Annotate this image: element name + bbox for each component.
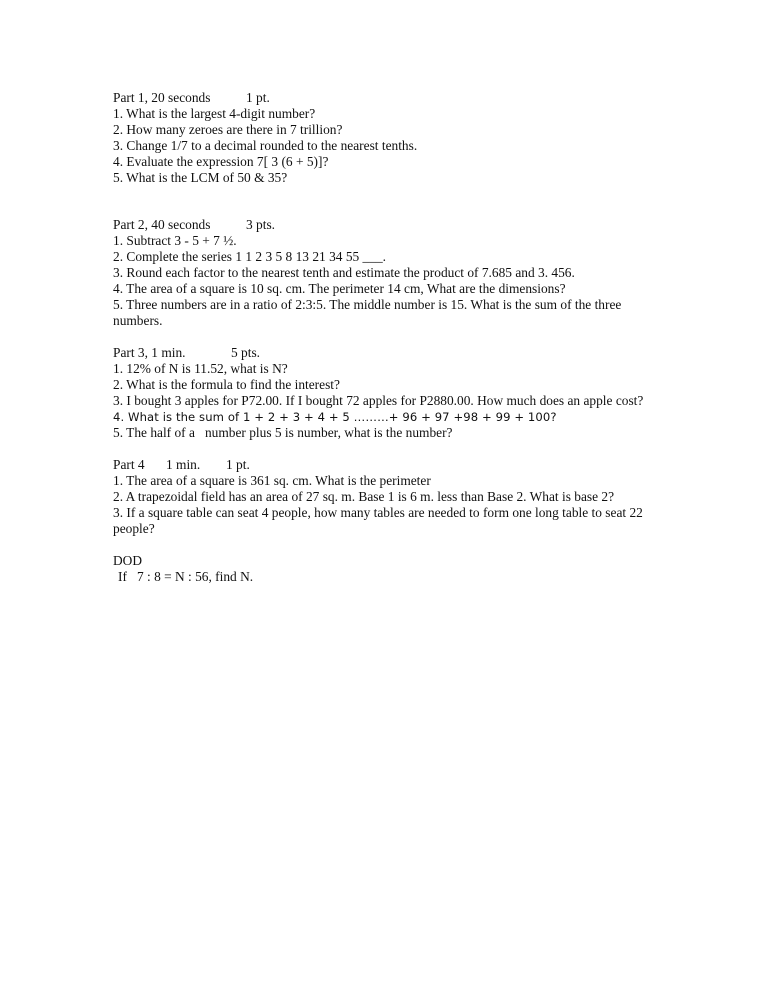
part-4-question-3: 3. If a square table can seat 4 people, how many tables are needed to form one long table to seat 22 people? bbox=[113, 505, 647, 536]
part-3-section bbox=[113, 345, 653, 441]
part-1-points: 1 pt. bbox=[246, 90, 270, 105]
part-1-question-1: 1. What is the largest 4-digit number? bbox=[113, 106, 316, 121]
part-1-question-2: 2. How many zeroes are there in 7 trillion? bbox=[113, 122, 343, 137]
part-3-header bbox=[113, 345, 653, 361]
part-2-section bbox=[113, 217, 653, 329]
part-1-question-4: 4. Evaluate the expression 7[ 3 (6 + 5)]? bbox=[113, 154, 329, 169]
part-4-points: 1 pt. bbox=[226, 457, 250, 472]
part-4-header bbox=[113, 457, 653, 473]
part-3-question-3: 3. I bought 3 apples for P72.00. If I bought 72 apples for P2880.00. How much does an apple cost? bbox=[113, 393, 644, 408]
part-4-section bbox=[113, 457, 653, 537]
dod-section bbox=[113, 553, 653, 585]
part-4-time: 1 min. bbox=[166, 457, 201, 472]
part-3-question-1: 1. 12% of N is 11.52, what is N? bbox=[113, 361, 288, 376]
part-1-question-3: 3. Change 1/7 to a decimal rounded to the nearest tenths. bbox=[113, 138, 418, 153]
part-4-question-2: 2. A trapezoidal field has an area of 27 sq. m. Base 1 is 6 m. less than Base 2. What is base 2? bbox=[113, 489, 615, 504]
part-1-section bbox=[113, 90, 653, 186]
dod-question: If 7 : 8 = N : 56, find N. bbox=[118, 569, 254, 584]
part-4-question-1: 1. The area of a square is 361 sq. cm. What is the perimeter bbox=[113, 473, 431, 488]
part-3-title: Part 3, 1 min. bbox=[113, 345, 186, 360]
part-4-title: Part 4 bbox=[113, 457, 145, 472]
part-3-question-4: 4. What is the sum of 1 + 2 + 3 + 4 + 5 ………+ 96 + 97 +98 + 99 + 100? bbox=[113, 410, 557, 424]
document-page bbox=[113, 90, 653, 601]
part-2-title: Part 2, 40 seconds bbox=[113, 217, 211, 232]
part-2-header bbox=[113, 217, 653, 233]
part-2-question-3: 3. Round each factor to the nearest tenth and estimate the product of 7.685 and 3. 456. bbox=[113, 265, 575, 280]
part-3-points: 5 pts. bbox=[231, 345, 261, 360]
part-1-header bbox=[113, 90, 653, 106]
part-2-points: 3 pts. bbox=[246, 217, 276, 232]
part-2-question-2: 2. Complete the series 1 1 2 3 5 8 13 21 34 55 ___. bbox=[113, 249, 386, 264]
part-3-question-5: 5. The half of a number plus 5 is number, what is the number? bbox=[113, 425, 453, 440]
part-3-question-2: 2. What is the formula to find the interest? bbox=[113, 377, 340, 392]
part-2-question-4: 4. The area of a square is 10 sq. cm. The perimeter 14 cm, What are the dimensions? bbox=[113, 281, 566, 296]
part-2-question-5: 5. Three numbers are in a ratio of 2:3:5. The middle number is 15. What is the sum of the three numbers. bbox=[113, 297, 625, 328]
dod-title: DOD bbox=[113, 553, 143, 568]
part-1-question-5: 5. What is the LCM of 50 & 35? bbox=[113, 170, 288, 185]
part-2-question-1: 1. Subtract 3 - 5 + 7 ½. bbox=[113, 233, 237, 248]
part-1-title: Part 1, 20 seconds bbox=[113, 90, 211, 105]
